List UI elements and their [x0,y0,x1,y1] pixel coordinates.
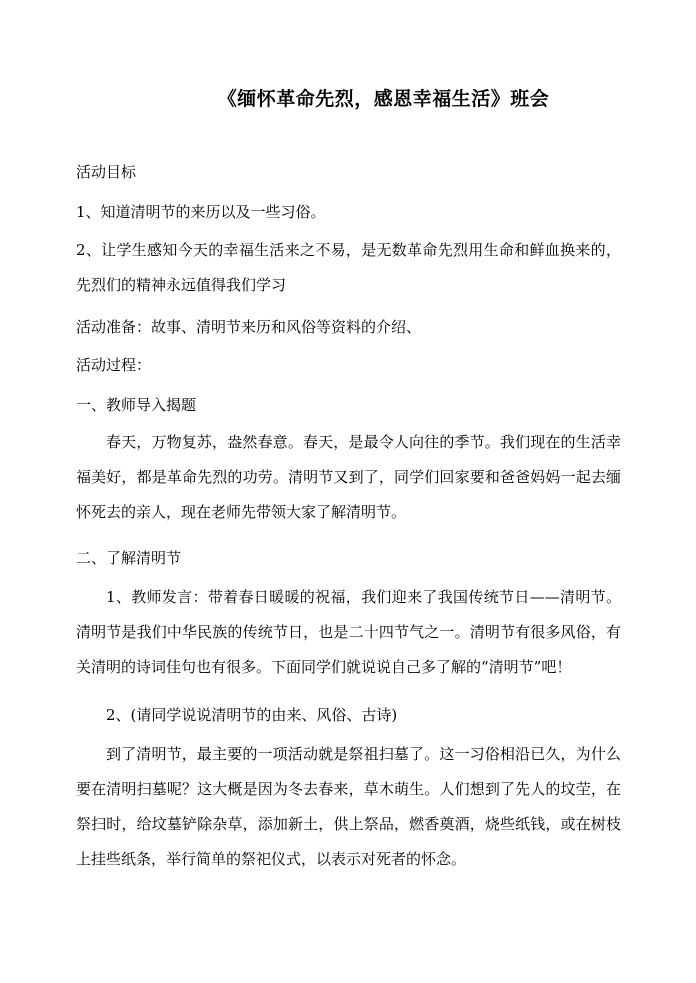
objective-heading: 活动目标 [76,163,137,181]
section-2-heading: 二、了解清明节 [76,549,182,567]
section-2-paragraph: 到了清明节，最主要的一项活动就是祭祖扫墓了。这一习俗相沿已久，为什么要在清明扫墓呢？这大概是因为冬去春来，草木萌生。人们想到了先人的坟茔，在祭扫时，给坟墓铲除杂草，添加新土，供上祭品，燃香奠酒，烧些纸钱，或在树枝上挂些纸条，举行简单的祭祀仪式，以表示对死者的怀念。 [76,745,621,868]
process-heading: 活动过程： [76,356,152,374]
preparation-text: 活动准备：故事、清明节来历和风俗等资料的介绍、 [76,318,422,336]
objective-item-1: 1、知道清明节的来历以及一些习俗。 [76,203,326,221]
section-2-item-1: 1、教师发言：带着春日暖暖的祝福，我们迎来了我国传统节日——清明节。清明节是我们中华民族的传统节日，也是二十四节气之一。清明节有很多风俗，有关清明的诗词佳句也有很多。下面同学们就说说自己多了解的“清明节”吧！ [76,588,621,676]
section-2-item-2: 2、(请同学说说清明节的由来、风俗、古诗) [106,706,398,724]
section-1-heading: 一、教师导入揭题 [76,396,197,414]
document-title: 《缅怀革命先烈，感恩幸福生活》班会 [217,88,550,110]
objective-item-2: 2、让学生感知今天的幸福生活来之不易，是无数革命先烈用生命和鲜血换来的，先烈们的精神永远值得我们学习 [76,241,621,294]
section-1-paragraph: 春天，万物复苏，盎然春意。春天，是最令人向往的季节。我们现在的生活幸福美好，都是革命先烈的功劳。清明节又到了，同学们回家要和爸爸妈妈一起去缅怀死去的亲人，现在老师先带领大家了解清明节。 [76,433,621,521]
